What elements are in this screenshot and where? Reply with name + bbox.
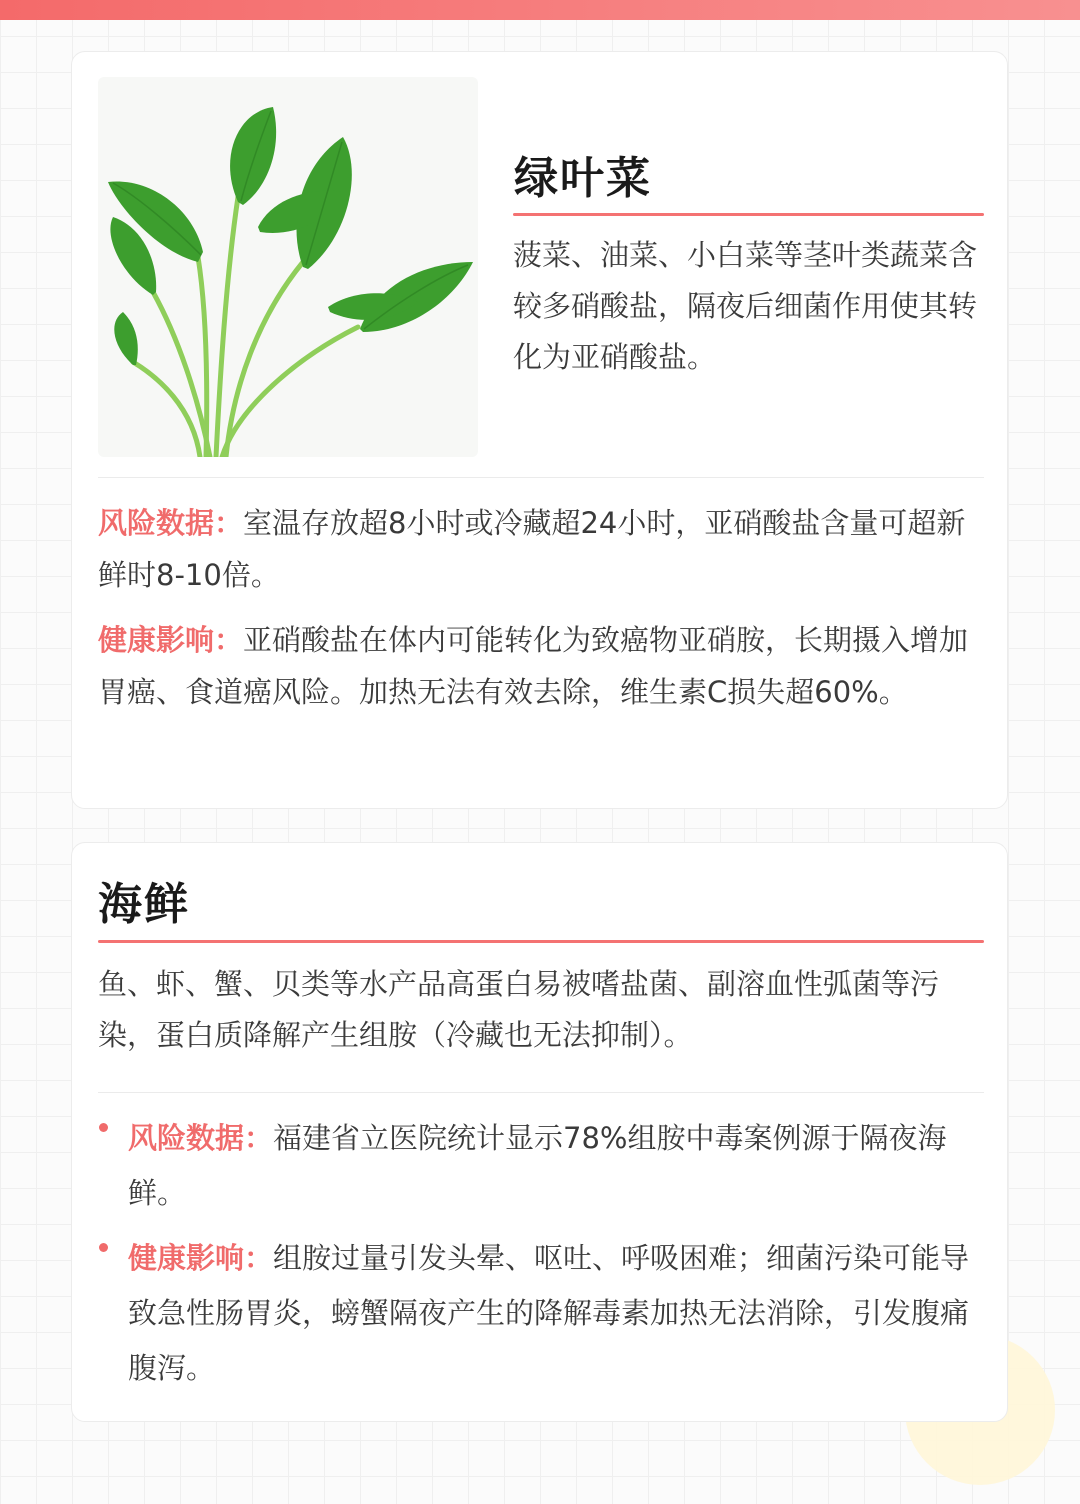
health-impact-paragraph: [98, 614, 984, 718]
risk-data-paragraph: [128, 1111, 984, 1221]
risk-data-text: 室温存放超8小时或冷藏超24小时，亚硝酸盐含量可超新鲜时8-10倍。: [98, 506, 966, 592]
spinach-image: [98, 77, 478, 457]
card-title: 海鲜: [98, 879, 190, 930]
card-intro: 菠菜、油菜、小白菜等茎叶类蔬菜含较多硝酸盐，隔夜后细菌作用使其转化为亚硝酸盐。: [513, 238, 978, 374]
risk-data-paragraph: [98, 497, 984, 601]
section-divider: [98, 1092, 984, 1093]
card-seafood: [71, 842, 1008, 1422]
top-accent-bar: [0, 0, 1080, 20]
bullet-dot: [99, 1123, 108, 1132]
risk-data-text: 福建省立医院统计显示78%组胺中毒案例源于隔夜海鲜。: [128, 1121, 947, 1210]
risk-data-label: 风险数据：: [98, 506, 244, 540]
card-intro: 鱼、虾、蟹、贝类等水产品高蛋白易被嗜盐菌、副溶血性弧菌等污染，蛋白质降解产生组胺（冷藏也无法抑制）。: [98, 967, 940, 1052]
health-impact-label: 健康影响：: [98, 623, 244, 657]
spinach-icon: [98, 77, 478, 457]
section-divider: [98, 477, 984, 478]
risk-data-label: 风险数据：: [128, 1121, 274, 1155]
health-impact-label: 健康影响：: [128, 1241, 274, 1275]
health-impact-text: 组胺过量引发头晕、呕吐、呼吸困难；细菌污染可能导致急性肠胃炎，螃蟹隔夜产生的降解毒素加热无法消除，引发腹痛腹泻。: [128, 1241, 970, 1385]
card-leafy-greens: [71, 51, 1008, 809]
bullet-dot: [99, 1243, 108, 1252]
card-title: 绿叶菜: [514, 153, 652, 204]
title-underline: [513, 213, 984, 216]
title-underline: [98, 940, 984, 943]
health-impact-text: 亚硝酸盐在体内可能转化为致癌物亚硝胺，长期摄入增加胃癌、食道癌风险。加热无法有效去除，维生素C损失超60%。: [98, 623, 969, 709]
health-impact-paragraph: [128, 1231, 984, 1396]
